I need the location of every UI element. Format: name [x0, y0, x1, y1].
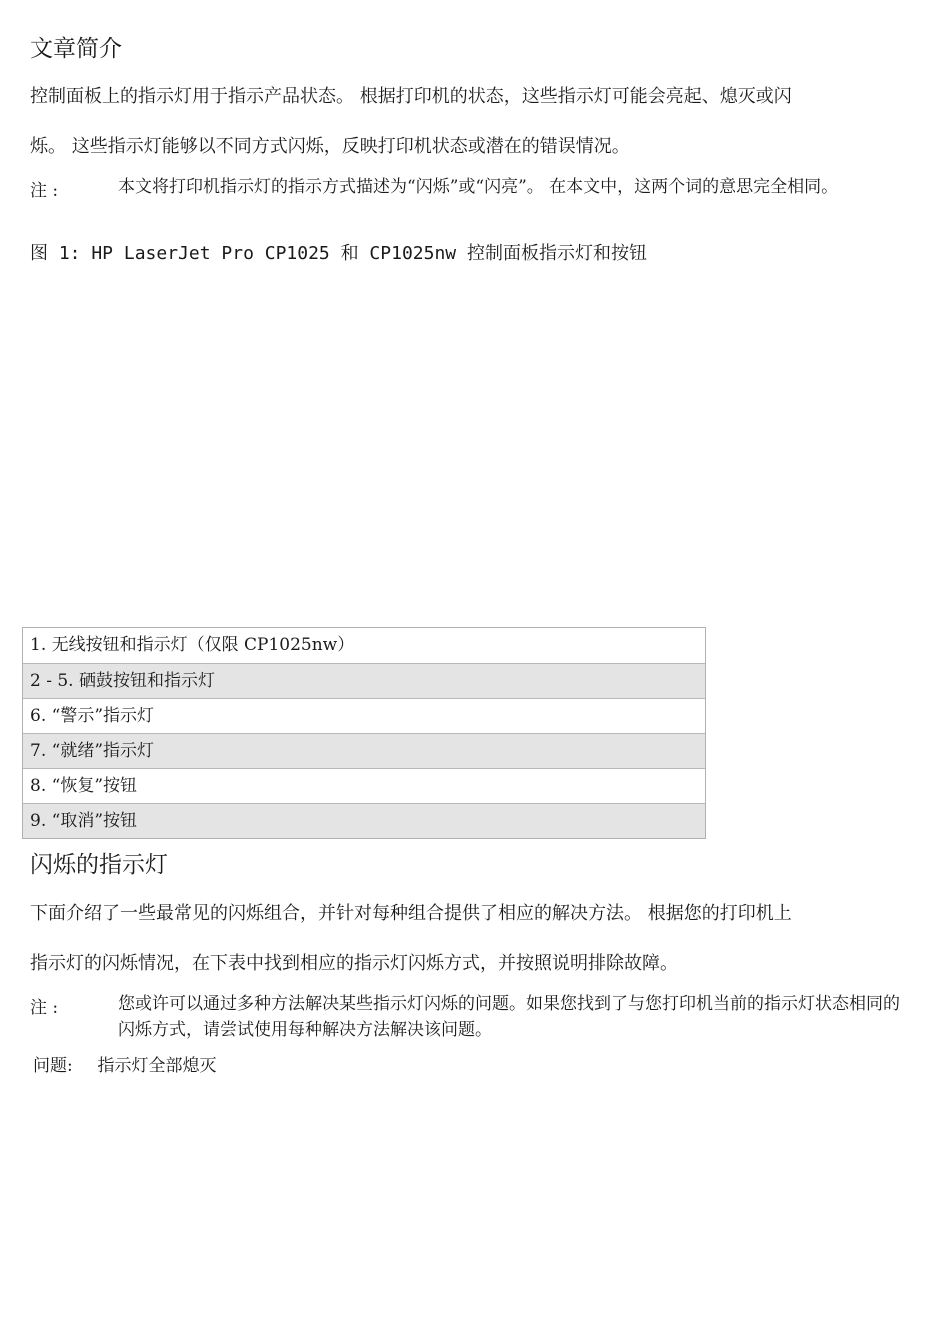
figure-legend-table [22, 627, 706, 839]
legend-item: 2 - 5. 硒鼓按钮和指示灯 [23, 663, 705, 698]
control-panel-figure [30, 285, 910, 605]
note-label: 注 : [30, 181, 59, 201]
note-text: 本文将打印机指示灯的指示方式描述为“闪烁”或“闪亮”。 在本文中，这两个词的意思完全相同。 [118, 177, 839, 197]
note-text: 您或许可以通过多种方法解决某些指示灯闪烁的问题。如果您找到了与您打印机当前的指示灯状态相同的闪烁方式，请尝试使用每种解决方法解决该问题。 [118, 994, 900, 1040]
legend-item: 6. “警示”指示灯 [23, 698, 705, 733]
legend-item: 1. 无线按钮和指示灯（仅限 CP1025nw） [30, 635, 355, 655]
blinking-heading: 闪烁的指示灯 [30, 852, 168, 878]
blinking-paragraph-line2: 指示灯的闪烁情况，在下表中找到相应的指示灯闪烁方式，并按照说明排除故障。 [30, 953, 678, 974]
legend-item: 7. “就绪”指示灯 [23, 733, 705, 768]
blinking-paragraph-line1: 下面介绍了一些最常见的闪烁组合，并针对每种组合提供了相应的解决方法。 根据您的打印机上 [30, 903, 792, 924]
issue-text: 指示灯全部熄灭 [97, 1056, 217, 1076]
figure-caption: 图 1: HP LaserJet Pro CP1025 和 CP1025nw 控制面板指示灯和按钮 [30, 243, 647, 264]
intro-heading: 文章简介 [30, 36, 122, 62]
intro-paragraph-line1: 控制面板上的指示灯用于指示产品状态。 根据打印机的状态，这些指示灯可能会亮起、熄灭或闪 [30, 86, 792, 107]
issue-row [33, 1051, 217, 1076]
intro-paragraph-line2: 烁。 这些指示灯能够以不同方式闪烁，反映打印机状态或潜在的错误情况。 [30, 136, 630, 157]
legend-item: 8. “恢复”按钮 [23, 768, 705, 803]
note-label: 注 : [30, 998, 59, 1018]
legend-item: 9. “取消”按钮 [23, 803, 705, 838]
issue-label: 问题: [33, 1056, 73, 1076]
